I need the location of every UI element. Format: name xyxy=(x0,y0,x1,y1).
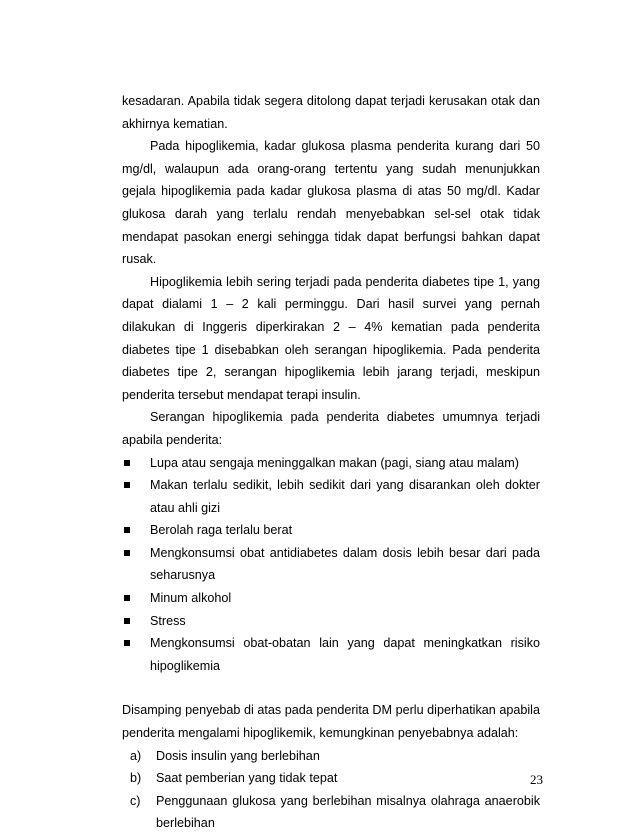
paragraph-hypoglycemia-definition: Pada hipoglikemia, kadar glukosa plasma penderita kurang dari 50 mg/dl, walaupun ada orang-orang tertentu yang sudah menunjukkan gejala hipoglikemia pada kadar glukosa plasma di atas 50 mg/dl. Kadar glukosa darah yang terlalu rendah menyebabkan sel-sel otak tidak mendapat pasokan energi sehingga tidak dapat berfungsi bahkan dapat rusak. xyxy=(122,139,540,267)
paragraph-other-causes: Disamping penyebab di atas pada penderita DM perlu diperhatikan apabila penderita mengalami hipoglikemik, kemungkinan penyebabnya adalah: xyxy=(122,703,540,741)
square-bullet-icon xyxy=(124,640,130,646)
list-item: Stress xyxy=(122,610,540,633)
list-item: Lupa atau sengaja meninggalkan makan (pagi, siang atau malam) xyxy=(122,452,540,475)
paragraph-continuation: kesadaran. Apabila tidak segera ditolong dapat terjadi kerusakan otak dan akhirnya kematian. xyxy=(122,94,540,131)
list-item: Minum alkohol xyxy=(122,587,540,610)
square-bullet-icon xyxy=(124,618,130,624)
square-bullet-icon xyxy=(124,527,130,533)
paragraph-diabetes-type: Hipoglikemia lebih sering terjadi pada penderita diabetes tipe 1, yang dapat dialami 1 – 2 kali perminggu. Dari hasil survei yang pernah dilakukan di Inggeris diperkirakan 2 – 4% kematian pada penderita diabetes tipe 1 disebabkan oleh serangan hipoglikemia. Pada penderita diabetes tipe 2, serangan hipoglikemia lebih jarang terjadi, meskipun penderita tersebut mendapat terapi insulin. xyxy=(122,274,540,402)
paragraph-attack-conditions: Serangan hipoglikemia pada penderita diabetes umumnya terjadi apabila penderita: xyxy=(122,410,540,447)
cause-list xyxy=(122,452,540,678)
square-bullet-icon xyxy=(124,550,130,556)
paragraph-gap xyxy=(122,677,540,699)
list-item: Mengkonsumsi obat-obatan lain yang dapat meningkatkan risiko hipoglikemia xyxy=(122,632,540,677)
list-item: c) Penggunaan glukosa yang berlebihan misalnya olahraga anaerobik berlebihan xyxy=(130,793,540,831)
body-text xyxy=(122,90,540,835)
cause-lettered-list xyxy=(122,745,540,835)
square-bullet-icon xyxy=(124,460,130,466)
square-bullet-icon xyxy=(124,482,130,488)
list-item: Berolah raga terlalu berat xyxy=(122,519,540,542)
page-number: 23 xyxy=(530,772,543,787)
list-item: Makan terlalu sedikit, lebih sedikit dari yang disarankan oleh dokter atau ahli gizi xyxy=(122,474,540,519)
list-item: b) Saat pemberian yang tidak tepat xyxy=(130,771,338,786)
list-item: Mengkonsumsi obat antidiabetes dalam dosis lebih besar dari pada seharusnya xyxy=(122,542,540,587)
list-item: a) Dosis insulin yang berlebihan xyxy=(130,748,320,763)
square-bullet-icon xyxy=(124,595,130,601)
